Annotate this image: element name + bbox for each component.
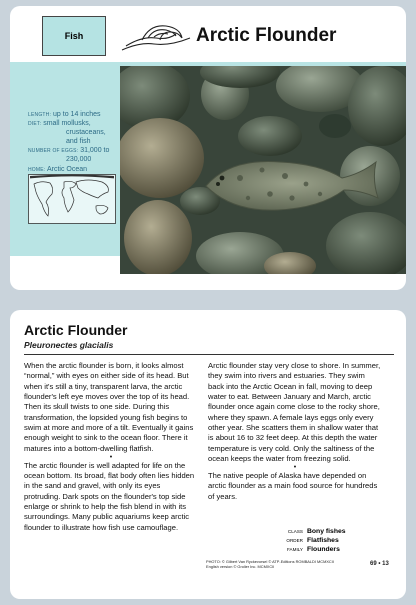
text-column-right bbox=[208, 361, 382, 502]
text-column-left bbox=[24, 361, 198, 533]
fact-diet: DIET: small mollusks, crustaceans, and fish bbox=[28, 120, 106, 146]
facts-panel bbox=[28, 110, 118, 174]
classification-row: FAMILY Flounders bbox=[287, 545, 340, 553]
paragraph: The native people of Alaska have depended on arctic flounder as a main food source for hundreds of years. bbox=[208, 471, 378, 501]
back-title: Arctic Flounder bbox=[24, 322, 128, 338]
flounder-photo bbox=[120, 66, 406, 274]
paragraph: Arctic flounder stay very close to shore. In summer, they swim into rivers and estuaries. They swim back into the Arctic Ocean in fall, moving to deep water to eat. Between January and March, arctic flounder once again come close to the rocky shore, where they spawn. A female lays eggs only every other year. She scatters them in shallow water that is about 16 to 32 feet deep. At this depth the water temperature is very cold. Only the saltiness of the ocean keeps the water from freezing solid. bbox=[208, 361, 381, 463]
fact-length: LENGTH: up to 14 inches bbox=[28, 111, 101, 118]
wave-icon bbox=[120, 20, 192, 54]
paragraph-separator: • bbox=[293, 464, 297, 472]
scientific-name: Pleuronectes glacialis bbox=[24, 340, 114, 350]
paragraph: When the arctic flounder is born, it looks almost “normal,” with eyes on either side of its head. But when it's still a tiny, transparent larva, the arctic flounder's left eye moves over the top of its head. Then its skull twists to one side. During this transformation, the lopsided young fish begins to swim at more and more of a tilt. Eventually it gains enough weight to sink to the ocean floor. There it matures into a bottom-dwelling flatfish. bbox=[24, 361, 194, 453]
fact-home: HOME: Arctic Ocean bbox=[28, 165, 88, 173]
classification-row: ORDER Flatfishes bbox=[286, 536, 339, 544]
card-number: 69 • 13 bbox=[370, 561, 389, 567]
photo-credit: PHOTO: © Gilbert Van Ryckevorsel © ATP-Editions ROMBALDI MCMXCII English version © Grolier Inc. MCMXCII bbox=[206, 559, 334, 570]
title-divider bbox=[24, 354, 394, 355]
back-card bbox=[10, 310, 406, 599]
classification-row: CLASS Bony fishes bbox=[287, 528, 346, 535]
paragraph-separator: • bbox=[109, 453, 113, 461]
paragraph: The arctic flounder is well adapted for life on the ocean bottom. Its broad, flat body often lies hidden in the sand and gravel, with only its eyes protruding. Dark spots on the flounder's top side enlarge or shrink to help the fish blend in with its surroundings. Many public aquariums keep arctic flounder to illustrate how fish use camouflage. bbox=[24, 460, 195, 532]
front-card bbox=[10, 6, 406, 290]
category-label: Fish bbox=[64, 31, 84, 41]
photo-image bbox=[120, 66, 406, 274]
category-tab bbox=[42, 16, 106, 56]
classification-table bbox=[273, 528, 346, 554]
fact-eggs: NUMBER OF EGGS: 31,000 to 230,000 bbox=[28, 147, 110, 164]
card-title: Arctic Flounder bbox=[196, 25, 337, 46]
world-map-icon bbox=[28, 174, 116, 224]
